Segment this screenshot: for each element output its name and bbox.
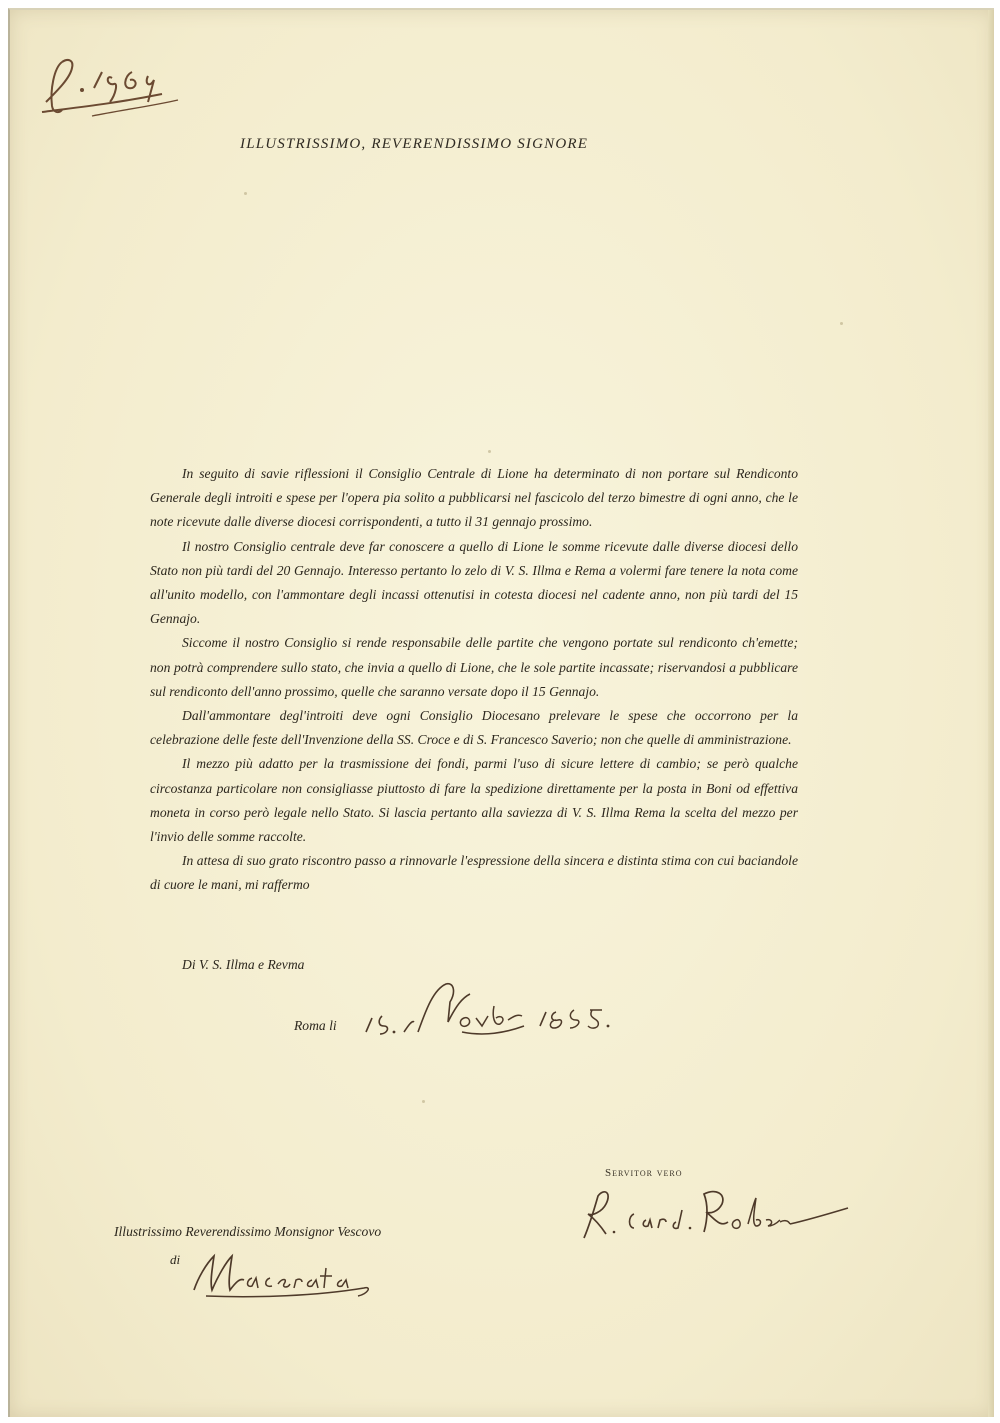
archive-mark-handwriting [32, 50, 182, 122]
paragraph-4: Dall'ammontare degl'introiti deve ogni Consiglio Diocesano prelevare le spese che occorrono per la celebrazione delle feste dell'Invenzione della SS. Croce e di S. Francesco Saverio; non che quelle di amministrazione. [150, 708, 798, 748]
paragraph-6: In attesa di suo grato riscontro passo a rinnovarle l'espressione della sincera e distinta stima con cui baciandole di cuore le mani, mi raffermo [150, 853, 798, 893]
letter-sheet [8, 8, 994, 1417]
addressee-line: Illustrissimo Reverendissimo Monsignor Vescovo [114, 1224, 382, 1239]
paragraph-5: Il mezzo più adatto per la trasmissione dei fondi, parmi l'uso di sicure lettere di cambio; se però qualche circostanza particolare non consigliasse piuttosto di fare la spedizione direttamente per la posta in Boni od effettiva moneta in corso però legale nello Stato. Si lascia pertanto alla saviezza di V. S. Illma Rema la scelta del mezzo per l'invio delle somme raccolte. [150, 756, 798, 845]
letter-heading: ILLUSTRISSIMO, REVERENDISSIMO SIGNORE [240, 136, 589, 152]
paragraph-3: Siccome il nostro Consiglio si rende responsabile delle partite che vengono portate sul rendiconto ch'emette; non potrà comprendere sullo stato, che invia a quello di Lione, che le sole partite incassate; riservandosi a pubblicare sul rendiconto dell'anno prossimo, quelle che saranno versate dopo il 15 Gennajo. [150, 635, 798, 699]
paper-edge [988, 10, 994, 1417]
paper-speck [488, 450, 491, 453]
paragraph-2: Il nostro Consiglio centrale deve far conoscere a quello di Lione le somme ricevute dalle diverse diocesi dello Stato non più tardi del 20 Gennajo. Interesso pertanto lo zelo di V. S. Illma e Rema a volermi fare tenere la nota come all'unito modello, con l'ammontare degli incassi ottenutisi in cotesta diocesi nel cadente anno, non più tardi del 15 Gennajo. [150, 538, 798, 627]
handwritten-signature [576, 1184, 856, 1244]
paper-speck [422, 1100, 425, 1103]
paragraph-1: In seguito di savie riflessioni il Consiglio Centrale di Lione ha determinato di non portare sul Rendiconto Generale degli introiti e spese per l'opera pia solito a pubblicarsi nel fascicolo del terzo bimestre di ogni anno, che le note ricevute dalle diverse diocesi corrispondenti, a tutto il 31 gennajo prossimo. [150, 466, 798, 530]
handwritten-date [352, 976, 622, 1040]
place-prefix: Roma li [294, 1018, 337, 1033]
letter-body [150, 462, 798, 898]
addressee-di: di [170, 1252, 181, 1267]
closing-formula: Di V. S. Illma e Revma [182, 957, 305, 972]
paper-speck [840, 322, 843, 325]
handwritten-diocese [186, 1248, 386, 1302]
servitor-vero: Servitor vero [605, 1167, 683, 1179]
paper-speck [244, 192, 247, 195]
